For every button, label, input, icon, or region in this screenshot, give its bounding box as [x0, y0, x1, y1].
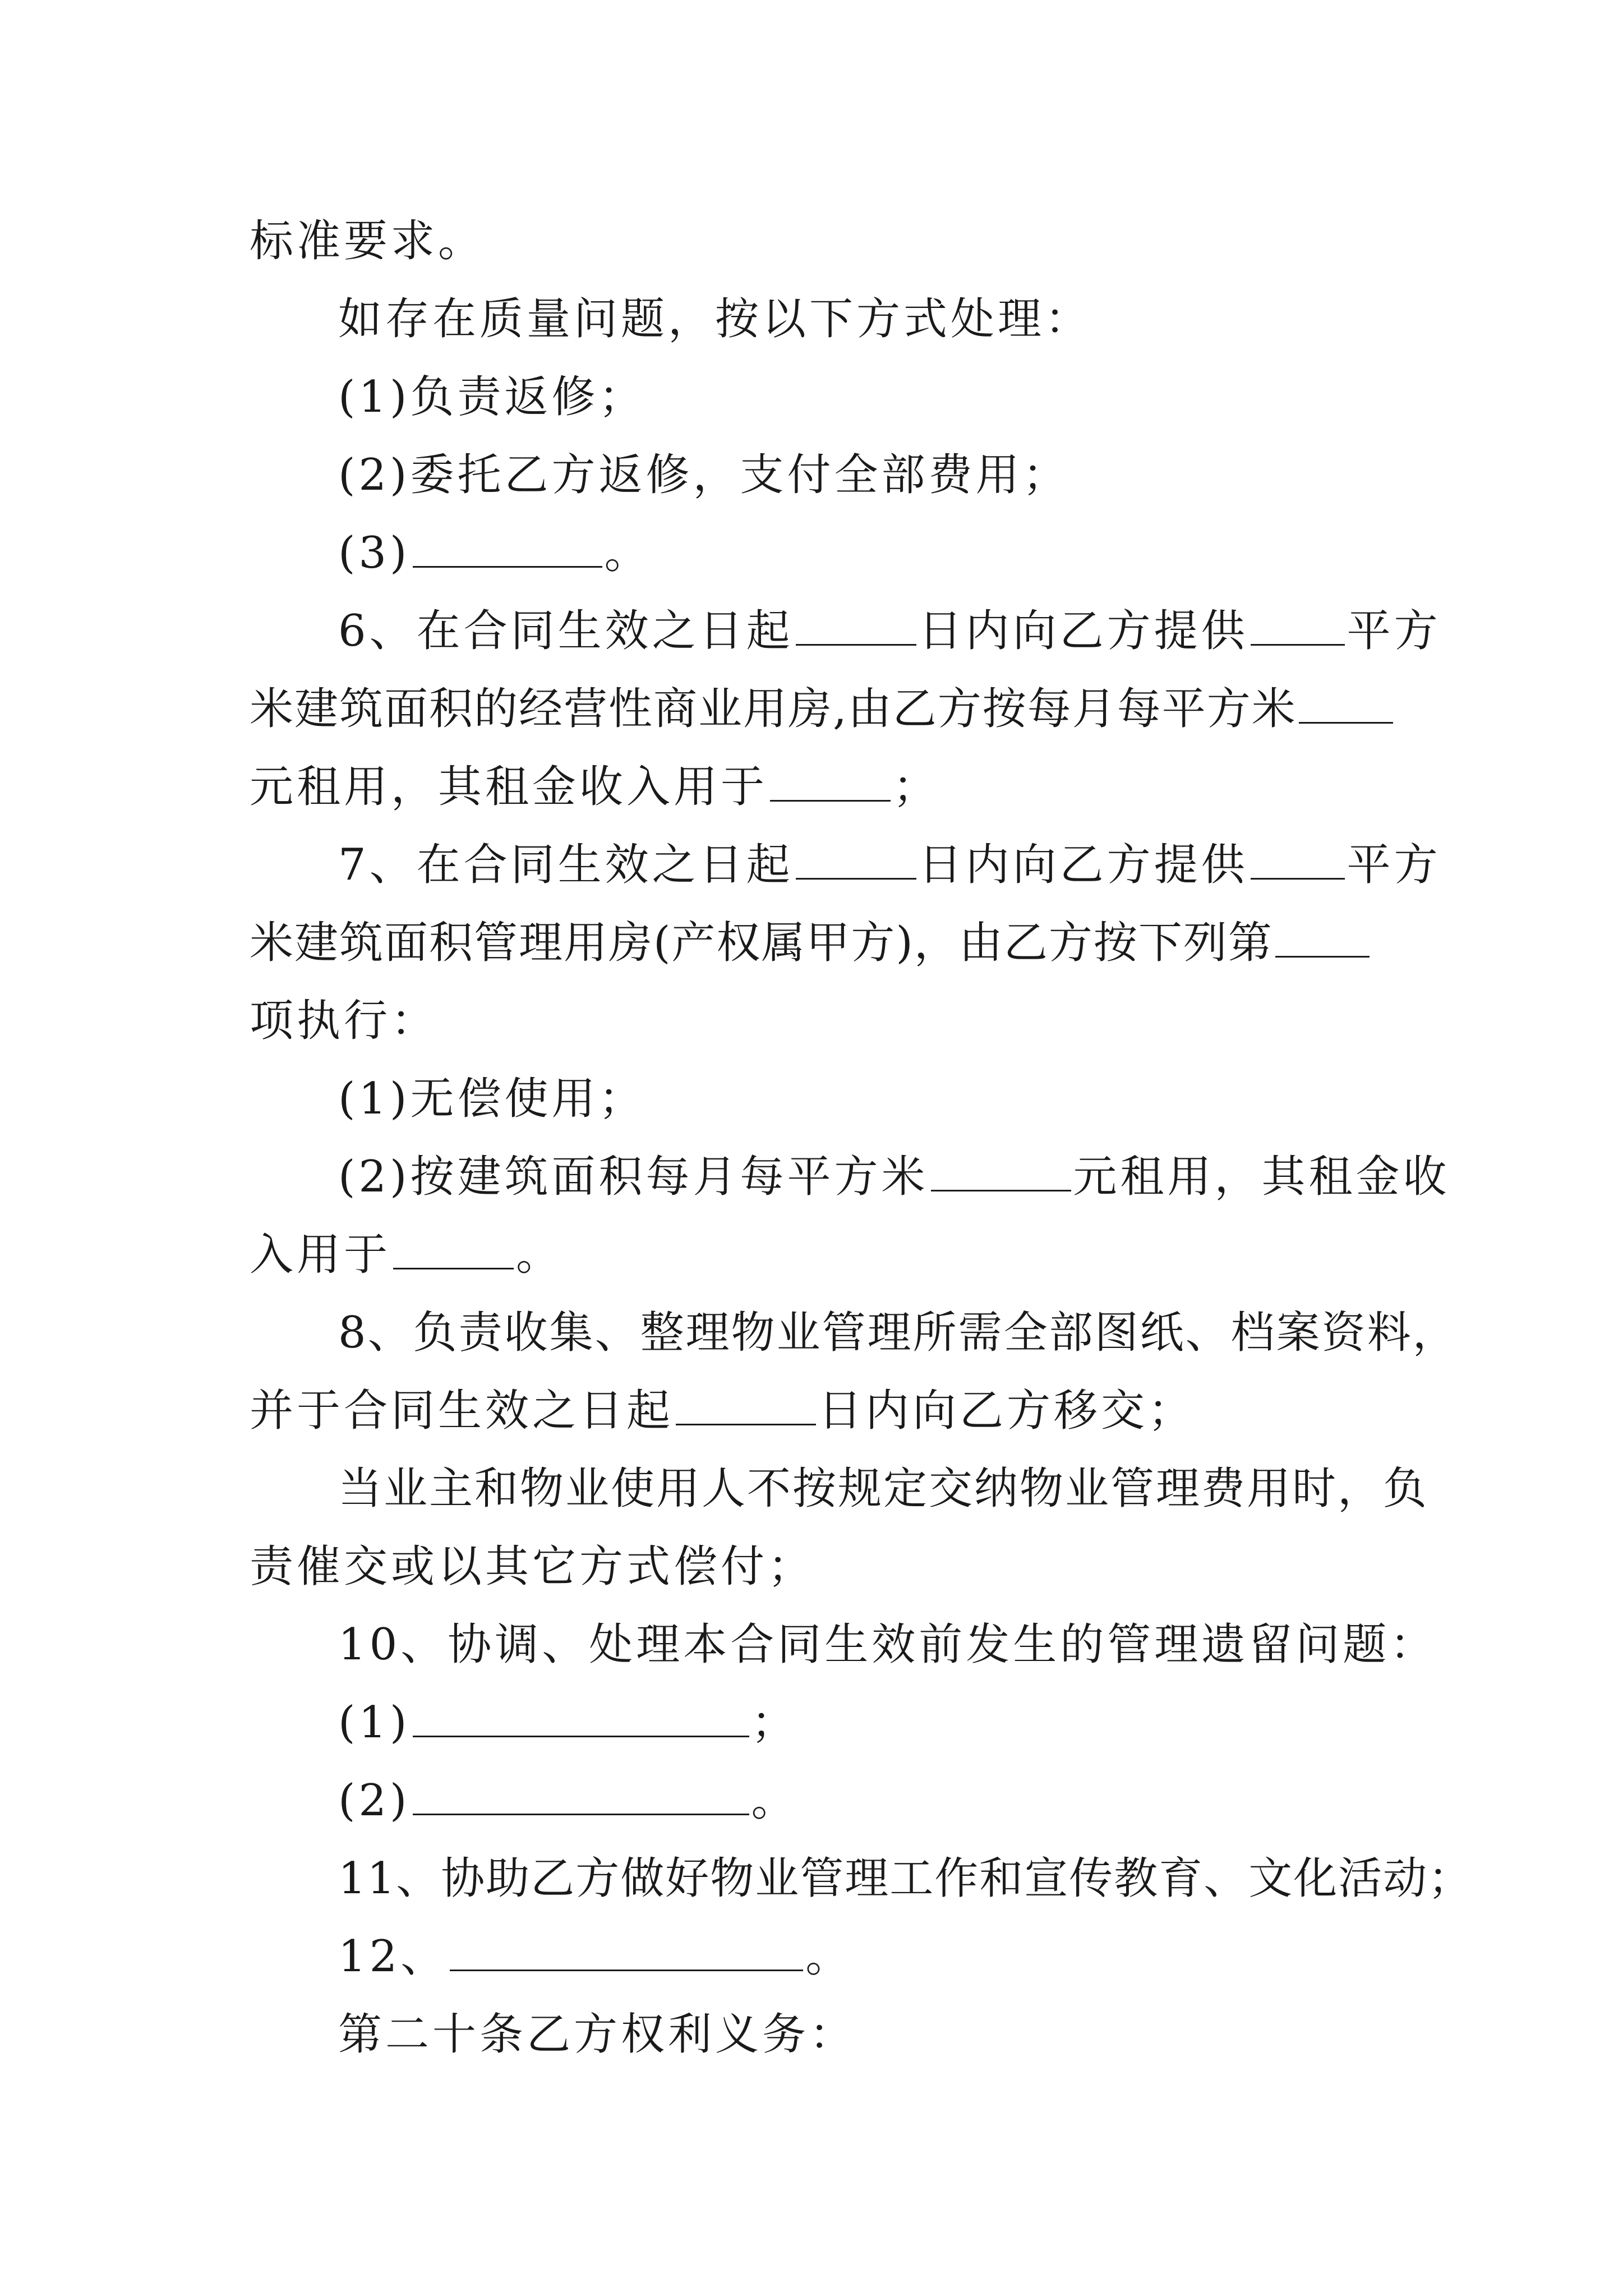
line-text: 。	[751, 1775, 799, 1826]
text-line	[250, 210, 1394, 288]
line-text: 日内向乙方提供	[918, 606, 1248, 656]
line-text: 。	[604, 528, 652, 578]
line-text: 日内向乙方提供	[918, 840, 1248, 890]
text-line	[250, 1769, 1394, 1847]
fill-in-blank	[450, 1931, 803, 1971]
text-line	[250, 756, 1394, 834]
fill-in-blank	[796, 606, 916, 646]
text-line	[250, 1613, 1437, 1691]
line-text: 。	[805, 1931, 853, 1982]
line-text: ；	[893, 762, 940, 812]
document-body	[250, 210, 1473, 2081]
fill-in-blank	[931, 1152, 1071, 1191]
line-text: 8、负责收集、整理物业管理所需全部图纸、档案资料，	[338, 1308, 1458, 1358]
text-line	[250, 1301, 1458, 1379]
line-text: 平方	[1347, 840, 1441, 890]
line-text: (1)	[338, 1697, 411, 1748]
text-line	[250, 1847, 1473, 1925]
fill-in-blank	[413, 1775, 749, 1815]
line-text: 米建筑面积管理用房(产权属甲方)，由乙方按下列第	[250, 918, 1273, 968]
fill-in-blank	[676, 1386, 816, 1425]
line-text: 10、协调、处理本合同生效前发生的管理遗留问题：	[338, 1619, 1437, 1670]
line-text: ；	[751, 1697, 799, 1748]
line-text: 米建筑面积的经营性商业用房,由乙方按每月每平方米	[250, 684, 1297, 734]
text-line	[250, 444, 1394, 522]
text-line	[250, 2003, 1394, 2081]
line-text: 7、在合同生效之日起	[338, 840, 794, 890]
line-text: 并于合同生效之日起	[250, 1386, 674, 1436]
line-text: 责催交或以其它方式偿付；	[250, 1542, 815, 1592]
line-text: 标准要求。	[250, 216, 486, 266]
line-text: 。	[516, 1230, 564, 1280]
line-text: 平方	[1347, 606, 1441, 656]
text-line	[250, 1379, 1394, 1457]
line-text: 入用于	[250, 1230, 391, 1280]
line-text: 元租用，其租金收入用于	[250, 762, 768, 812]
fill-in-blank	[770, 762, 891, 802]
fill-in-blank	[413, 1697, 749, 1737]
fill-in-blank	[796, 840, 916, 880]
text-line	[250, 1145, 1450, 1223]
text-line	[250, 834, 1441, 912]
line-text: (2)	[338, 1775, 411, 1826]
line-text: (2)委托乙方返修，支付全部费用；	[338, 450, 1070, 500]
line-text: (3)	[338, 528, 411, 578]
line-text: (2)按建筑面积每月每平方米	[338, 1152, 929, 1202]
line-text: 日内向乙方移交；	[818, 1386, 1196, 1436]
fill-in-blank	[1251, 606, 1345, 646]
line-text: 6、在合同生效之日起	[338, 606, 794, 656]
line-text: (1)负责返修；	[338, 372, 646, 422]
text-line	[250, 288, 1394, 366]
text-line	[250, 1223, 1394, 1301]
text-line	[250, 1535, 1394, 1613]
text-line	[250, 1691, 1394, 1769]
text-line	[250, 1068, 1394, 1145]
line-text: 项执行：	[250, 996, 439, 1046]
line-text: 如存在质量问题，按以下方式处理：	[338, 294, 1092, 344]
line-text: 12、	[338, 1931, 448, 1982]
fill-in-blank	[1299, 684, 1393, 724]
line-text: 11、协助乙方做好物业管理工作和宣传教育、文化活动；	[338, 1853, 1473, 1904]
text-line	[250, 1457, 1429, 1535]
fill-in-blank	[393, 1230, 514, 1269]
text-line	[250, 912, 1394, 990]
line-text: 当业主和物业使用人不按规定交纳物业管理费用时，负	[338, 1464, 1429, 1514]
text-line	[250, 366, 1394, 444]
text-line	[250, 1925, 1394, 2003]
fill-in-blank	[413, 528, 602, 568]
text-line	[250, 678, 1394, 756]
fill-in-blank	[1251, 840, 1345, 880]
text-line	[250, 600, 1441, 678]
line-text: 元租用，其租金收	[1073, 1152, 1450, 1202]
fill-in-blank	[1275, 918, 1370, 958]
line-text: (1)无偿使用；	[338, 1074, 646, 1124]
line-text: 第二十条乙方权利义务：	[338, 2009, 857, 2060]
text-line	[250, 990, 1394, 1068]
text-line	[250, 522, 1394, 600]
